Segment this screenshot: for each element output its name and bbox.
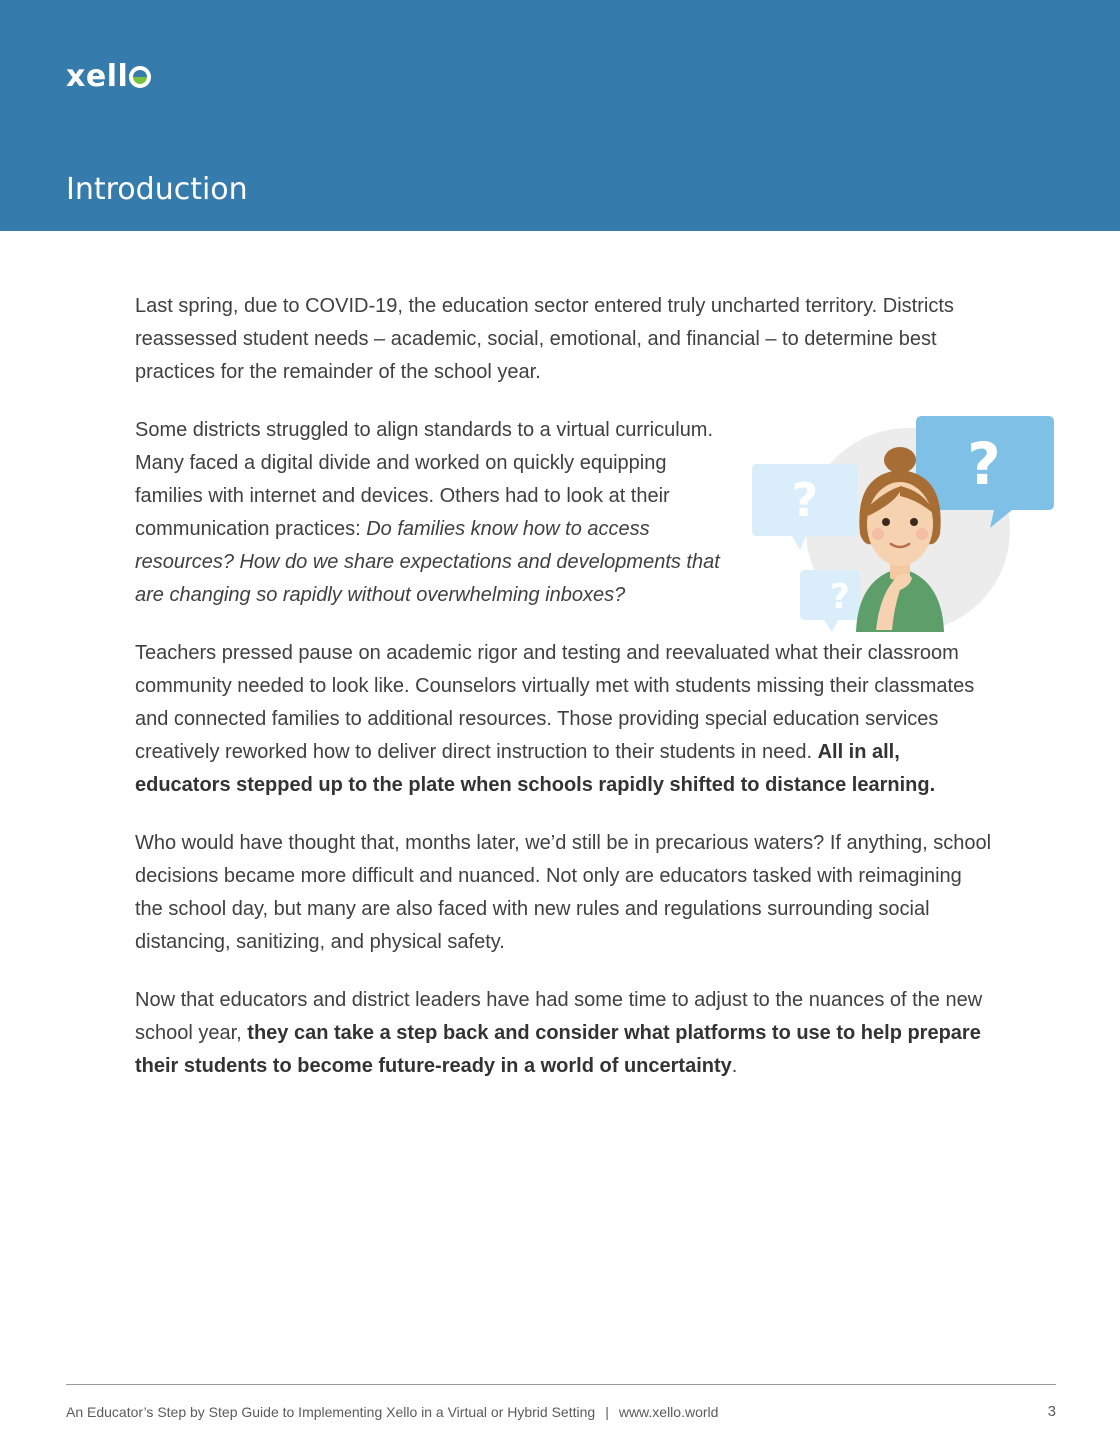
question-mark-left: ? <box>791 473 819 527</box>
xello-logo <box>66 58 151 96</box>
paragraph-4: Who would have thought that, months later, we’d still be in precarious waters? If anything, school decisions became more difficult and nuanced. Not only are educators tasked with reimagining the school day, but many are also faced with new rules and regulations surrounding social distancing, sanitizing, and physical safety. <box>135 832 992 953</box>
question-mark-small: ? <box>830 577 850 617</box>
paragraph-5 <box>135 984 995 1083</box>
paragraph-1: Last spring, due to COVID-19, the education sector entered truly uncharted territory. Districts reassessed student needs – academic, social, emotional, and financial – to determine best practices for the remainder of the school year. <box>135 295 954 383</box>
left-eye <box>882 518 890 526</box>
paragraph-3-text: Teachers pressed pause on academic rigor and testing and reevaluated what their classroom community needed to look like. Counselors virtually met with students missing their classmates and connected families to additional resources. Those providing special education services creatively reworked how to deliver direct instruction to their students in need. <box>135 642 975 763</box>
paragraph-2 <box>135 414 735 612</box>
header-banner <box>0 0 1120 231</box>
right-cheek <box>916 528 928 540</box>
left-cheek <box>872 528 884 540</box>
thinking-woman-illustration <box>750 412 1056 640</box>
footer-separator: | <box>605 1404 609 1420</box>
question-bubble-small <box>800 570 860 632</box>
paragraph-3-emphasis: All in all, educators stepped up to the plate when schools rapidly shifted to distance learning. <box>135 741 936 796</box>
paragraph-5-text: Now that educators and district leaders have had some time to adjust to the nuances of the new school year, <box>135 989 983 1044</box>
paragraph-2-text: Some districts struggled to align standards to a virtual curriculum. Many faced a digital divide and worked on quickly equipping families with internet and devices. Others had to look at their communication practices: <box>135 419 714 540</box>
paragraph-5-end: . <box>731 1055 738 1077</box>
paragraph-2-questions: Do families know how to access resources? How do we share expectations and developments that are changing so rapidly without overwhelming inboxes? <box>135 518 720 606</box>
footer-url: www.xello.world <box>618 1404 719 1420</box>
page-number: 3 <box>1047 1403 1056 1420</box>
page-title: Introduction <box>66 172 248 207</box>
paragraph-5-emphasis: they can take a step back and consider what platforms to use to help prepare their students to become future-ready in a world of uncertainty <box>135 1022 981 1077</box>
footer-guide-title: An Educator’s Step by Step Guide to Implementing Xello in a Virtual or Hybrid Setting <box>66 1404 596 1420</box>
paragraph-3 <box>135 637 995 802</box>
logo-text: xell <box>66 59 129 94</box>
right-eye <box>910 518 918 526</box>
footer-divider <box>66 1384 1056 1385</box>
hair-bun <box>884 447 916 473</box>
logo-o-icon <box>129 66 151 88</box>
question-mark-large: ? <box>967 430 1001 498</box>
footer <box>66 1402 1056 1422</box>
